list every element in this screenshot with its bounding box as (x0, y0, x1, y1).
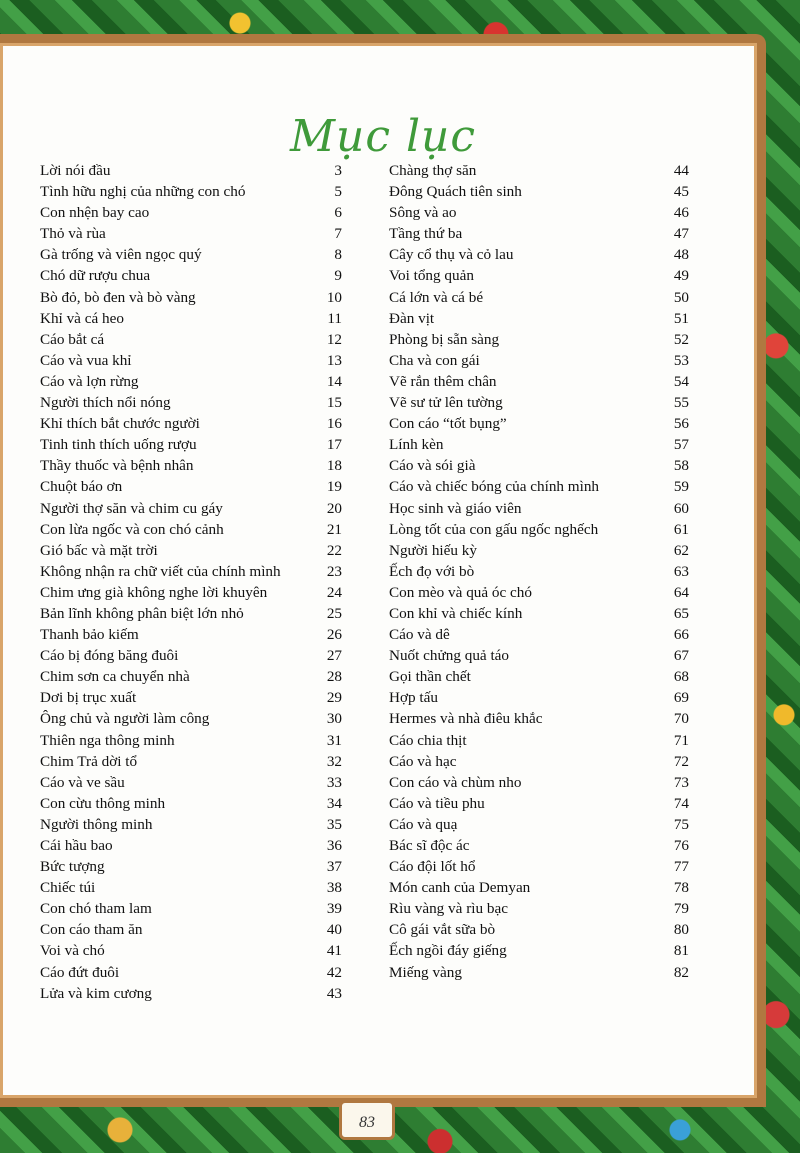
toc-entry (389, 181, 689, 202)
toc-entry-title: Gọi thần chết (389, 668, 471, 686)
toc-entry-title: Lính kèn (389, 436, 444, 454)
toc-entry-title: Cáo và sói già (389, 457, 476, 475)
toc-entry-title: Người hiếu kỳ (389, 541, 477, 559)
toc-entry (389, 160, 689, 181)
toc-entry-page: 19 (326, 478, 342, 496)
toc-entry (40, 434, 342, 455)
toc-entry (40, 772, 342, 793)
toc-entry-page: 63 (673, 562, 689, 580)
toc-entry (40, 962, 342, 983)
toc-entry-title: Bức tượng (40, 858, 105, 876)
toc-entry-page: 25 (326, 604, 342, 622)
toc-entry-page: 3 (334, 162, 342, 179)
toc-entry-title: Chim sơn ca chuyển nhà (40, 668, 190, 686)
toc-entry-title: Con khỉ và chiếc kính (389, 604, 523, 622)
toc-entry-page: 21 (326, 520, 342, 538)
toc-entry-page: 37 (326, 858, 342, 876)
toc-entry (389, 329, 689, 350)
toc-entry-title: Bác sĩ độc ác (389, 837, 470, 854)
toc-entry (40, 582, 342, 603)
toc-entry (40, 835, 342, 856)
toc-entry-page: 18 (326, 457, 342, 475)
toc-entry-page: 47 (673, 225, 689, 243)
toc-entry-title: Đông Quách tiên sinh (389, 183, 522, 201)
toc-entry (40, 940, 342, 961)
toc-entry-page: 10 (326, 288, 342, 306)
toc-entry (389, 793, 689, 814)
toc-entry (389, 856, 689, 877)
toc-entry (389, 561, 689, 582)
toc-entry (40, 244, 342, 265)
toc-entry-title: Con chó tham lam (40, 900, 152, 918)
toc-entry-page: 27 (326, 647, 342, 665)
toc-entry-page: 51 (673, 309, 689, 327)
toc-entry-title: Chó dữ rượu chua (40, 267, 151, 285)
toc-entry-title: Người thích nổi nóng (40, 394, 171, 412)
toc-entry-page: 46 (673, 204, 689, 222)
toc-entry (40, 476, 342, 497)
toc-entry-title: Sông và ao (389, 204, 457, 222)
toc-entry (389, 413, 689, 434)
toc-entry-title: Khỉ thích bắt chước người (40, 415, 200, 433)
toc-entry-page: 69 (673, 689, 689, 707)
toc-entry (389, 687, 689, 708)
toc-entry (389, 624, 689, 645)
toc-entry-page: 59 (673, 478, 689, 496)
toc-entry-title: Tình hữu nghị của những con chó (40, 183, 246, 201)
toc-entry (389, 940, 689, 961)
toc-entry (40, 561, 342, 582)
toc-entry-page: 49 (673, 267, 689, 285)
toc-entry-title: Cáo và chiếc bóng của chính mình (389, 478, 600, 496)
toc-entry-page: 72 (673, 752, 689, 770)
toc-entry (389, 708, 689, 729)
toc-entry-title: Lòng tốt của con gấu ngốc nghếch (389, 520, 599, 538)
toc-entry (40, 160, 342, 181)
toc-entry-title: Lời nói đầu (40, 162, 111, 179)
toc-entry-page: 44 (673, 162, 689, 179)
toc-entry (389, 434, 689, 455)
toc-entry-title: Cáo và lợn rừng (40, 372, 139, 390)
toc-entry-page: 40 (326, 921, 342, 939)
toc-entry-title: Thầy thuốc và bệnh nhân (40, 457, 194, 475)
toc-entry (40, 329, 342, 350)
toc-entry-title: Voi tổng quản (389, 267, 474, 285)
toc-entry (389, 350, 689, 371)
toc-entry-title: Lửa và kim cương (40, 984, 152, 1002)
toc-entry (389, 772, 689, 793)
toc-entry-title: Cái hầu bao (40, 837, 113, 854)
toc-entry-page: 66 (673, 626, 689, 644)
toc-entry-page: 32 (326, 752, 342, 770)
toc-entry-page: 77 (673, 858, 689, 876)
toc-entry-page: 5 (334, 183, 342, 201)
toc-entry (40, 519, 342, 540)
toc-entry (389, 814, 689, 835)
toc-entry-page: 58 (673, 457, 689, 475)
toc-entry-title: Chim Trả dời tổ (40, 752, 138, 770)
toc-entry (40, 603, 342, 624)
toc-entry-page: 39 (326, 900, 342, 918)
toc-entry (40, 455, 342, 476)
toc-entry (389, 287, 689, 308)
toc-entry (389, 582, 689, 603)
toc-entry-title: Dơi bị trục xuất (40, 689, 137, 707)
toc-entry-title: Cáo và hạc (389, 752, 457, 770)
toc-entry-title: Miếng vàng (389, 963, 462, 981)
toc-entry-title: Cáo đứt đuôi (40, 963, 120, 981)
toc-entry (389, 919, 689, 940)
toc-entry (389, 476, 689, 497)
toc-entry (40, 856, 342, 877)
toc-entry (40, 751, 342, 772)
toc-entry (389, 392, 689, 413)
toc-entry (40, 223, 342, 244)
toc-entry-page: 31 (326, 731, 342, 749)
toc-entry (40, 919, 342, 940)
toc-entry (40, 265, 342, 286)
toc-entry-title: Con cáo tham ăn (40, 921, 143, 939)
toc-entry-page: 74 (673, 794, 689, 812)
page-title: Mục lục (289, 111, 477, 162)
toc-entry-page: 14 (326, 372, 342, 390)
toc-entry (389, 455, 689, 476)
toc-entry (40, 708, 342, 729)
toc-entry-title: Cá lớn và cá bé (389, 288, 484, 306)
toc-entry-title: Gió bấc và mặt trời (40, 541, 158, 559)
toc-entry-title: Phòng bị sẵn sàng (389, 330, 500, 348)
toc-entry-title: Con lừa ngốc và con chó cảnh (40, 520, 224, 538)
toc-entry-title: Món canh của Demyan (389, 879, 531, 897)
toc-entry-title: Chim ưng già không nghe lời khuyên (40, 583, 268, 601)
toc-entry-page: 26 (326, 626, 342, 644)
toc-entry-page: 22 (326, 541, 342, 559)
toc-entry-page: 24 (326, 583, 342, 601)
toc-entry-title: Ếch đọ với bò (389, 562, 475, 580)
toc-entry-page: 13 (326, 351, 342, 369)
toc-entry-page: 8 (334, 246, 342, 264)
toc-entry-title: Cáo và dê (389, 626, 450, 644)
toc-entry (389, 835, 689, 856)
toc-entry-page: 41 (326, 942, 342, 960)
toc-entry-title: Người thợ săn và chim cu gáy (40, 499, 223, 517)
toc-entry-title: Người thông minh (40, 815, 153, 833)
toc-entry-page: 75 (673, 815, 689, 833)
toc-entry (389, 730, 689, 751)
toc-entry-page: 65 (673, 604, 689, 622)
toc-entry-page: 62 (673, 541, 689, 559)
toc-entry-title: Thiên nga thông minh (40, 731, 175, 749)
toc-entry-page: 53 (673, 351, 689, 369)
toc-entry (389, 371, 689, 392)
toc-entry-page: 45 (673, 183, 689, 201)
toc-entry-title: Vẽ rắn thêm chân (389, 372, 497, 390)
toc-entry-page: 68 (673, 668, 689, 686)
toc-entry-title: Chàng thợ săn (389, 162, 477, 179)
toc-entry-page: 17 (326, 436, 342, 454)
toc-entry-title: Thanh bảo kiếm (40, 626, 139, 644)
toc-entry (40, 687, 342, 708)
toc-entry-page: 54 (673, 372, 689, 390)
toc-entry-page: 82 (673, 963, 689, 981)
toc-entry-page: 70 (673, 710, 689, 728)
toc-entry-title: Cha và con gái (389, 351, 480, 369)
toc-entry-page: 38 (326, 879, 342, 897)
toc-entry (40, 730, 342, 751)
toc-entry-page: 15 (326, 394, 342, 412)
toc-entry-title: Cô gái vắt sữa bò (389, 921, 496, 939)
toc-entry (40, 814, 342, 835)
toc-entry-page: 43 (326, 984, 342, 1002)
toc-entry (40, 413, 342, 434)
toc-entry-title: Rìu vàng và rìu bạc (389, 900, 508, 918)
toc-entry-title: Cáo và quạ (389, 815, 458, 833)
toc-entry-page: 35 (326, 815, 342, 833)
toc-entry (40, 392, 342, 413)
toc-entry-page: 48 (673, 246, 689, 264)
toc-entry (40, 645, 342, 666)
toc-entry-title: Bò đỏ, bò đen và bò vàng (40, 288, 196, 306)
toc-entry (40, 308, 342, 329)
toc-entry-page: 73 (673, 773, 689, 791)
toc-entry (40, 898, 342, 919)
toc-entry-title: Con nhện bay cao (40, 204, 150, 222)
toc-entry (389, 666, 689, 687)
toc-entry (389, 244, 689, 265)
toc-entry-page: 57 (673, 436, 689, 454)
toc-entry (389, 498, 689, 519)
toc-entry-title: Cáo và ve sầu (40, 773, 125, 791)
toc-entry (389, 540, 689, 561)
toc-entry (40, 287, 342, 308)
toc-entry-page: 29 (326, 689, 342, 707)
toc-entry-title: Ếch ngồi đáy giếng (389, 942, 507, 960)
toc-entry-title: Vẽ sư tử lên tường (389, 394, 503, 412)
toc-entry-page: 36 (326, 837, 342, 854)
toc-entry (40, 350, 342, 371)
toc-entry (40, 371, 342, 392)
page-number: 83 (339, 1100, 395, 1140)
toc-entry-page: 16 (326, 415, 342, 433)
toc-entry-title: Học sinh và giáo viên (389, 499, 522, 517)
toc-entry (40, 624, 342, 645)
toc-entry-page: 61 (673, 520, 689, 538)
toc-entry-page: 20 (326, 499, 342, 517)
toc-entry-title: Voi và chó (40, 942, 105, 960)
toc-entry-page: 30 (326, 710, 342, 728)
toc-entry-title: Cáo và vua khỉ (40, 351, 132, 369)
toc-entry-title: Thỏ và rùa (40, 225, 106, 243)
toc-entry-page: 33 (326, 773, 342, 791)
toc-entry-page: 34 (326, 794, 342, 812)
toc-entry-page: 64 (673, 583, 689, 601)
toc-entry (40, 666, 342, 687)
toc-entry-page: 42 (326, 963, 342, 981)
toc-entry-title: Gà trống và viên ngọc quý (40, 246, 202, 264)
toc-entry-page: 71 (673, 731, 689, 749)
toc-entry (40, 877, 342, 898)
toc-entry-page: 80 (673, 921, 689, 939)
toc-entry-page: 7 (334, 225, 342, 243)
toc-entry-page: 52 (673, 330, 689, 348)
toc-entry (389, 962, 689, 983)
toc-entry-title: Con cáo và chùm nho (389, 773, 522, 791)
toc-entry-title: Chuột báo ơn (40, 478, 123, 496)
toc-entry-title: Cáo và tiều phu (389, 794, 485, 812)
toc-entry-page: 55 (673, 394, 689, 412)
toc-entry-title: Ông chủ và người làm công (40, 710, 210, 728)
toc-entry (389, 645, 689, 666)
toc-entry-title: Đàn vịt (389, 309, 435, 327)
toc-entry-title: Không nhận ra chữ viết của chính mình (40, 562, 281, 580)
toc-entry-title: Cáo bị đóng băng đuôi (40, 647, 179, 665)
toc-entry (40, 540, 342, 561)
toc-entry-title: Hermes và nhà điêu khắc (389, 710, 543, 728)
toc-entry-page: 28 (326, 668, 342, 686)
toc-entry-title: Tầng thứ ba (389, 225, 463, 243)
toc-entry-page: 50 (673, 288, 689, 306)
toc-entry (40, 498, 342, 519)
toc-entry-page: 6 (334, 204, 342, 222)
toc-entry-title: Con mèo và quả óc chó (389, 583, 532, 601)
toc-entry-title: Bản lĩnh không phân biệt lớn nhỏ (40, 604, 244, 622)
toc-entry-title: Chiếc túi (40, 879, 96, 897)
toc-right-column (389, 160, 689, 983)
toc-entry (40, 202, 342, 223)
toc-entry-page: 56 (673, 415, 689, 433)
toc-entry-page: 23 (326, 562, 342, 580)
toc-entry-page: 11 (327, 309, 342, 327)
toc-entry-title: Tinh tinh thích uống rượu (40, 436, 197, 454)
toc-entry (389, 308, 689, 329)
toc-entry (389, 877, 689, 898)
toc-entry-page: 12 (326, 330, 342, 348)
toc-entry-title: Cáo chia thịt (389, 731, 467, 749)
toc-entry-page: 78 (673, 879, 689, 897)
toc-entry-title: Con cừu thông minh (40, 794, 166, 812)
toc-entry (389, 202, 689, 223)
toc-entry-page: 81 (673, 942, 689, 960)
toc-entry (389, 519, 689, 540)
toc-entry (389, 751, 689, 772)
toc-entry (40, 983, 342, 1004)
toc-entry-page: 9 (334, 267, 342, 285)
toc-entry (40, 181, 342, 202)
toc-entry (389, 603, 689, 624)
toc-entry-page: 76 (673, 837, 689, 854)
toc-entry (40, 793, 342, 814)
toc-entry-title: Con cáo “tốt bụng” (389, 415, 507, 433)
toc-entry (389, 223, 689, 244)
toc-entry-title: Nuốt chửng quả táo (389, 647, 510, 665)
toc-entry-title: Cây cổ thụ và cỏ lau (389, 246, 514, 264)
toc-entry-page: 60 (673, 499, 689, 517)
toc-entry-title: Cáo đội lốt hổ (389, 858, 476, 876)
toc-entry-title: Khỉ và cá heo (40, 309, 124, 327)
toc-entry-title: Hợp tấu (389, 689, 438, 707)
toc-entry-page: 67 (673, 647, 689, 665)
toc-left-column (40, 160, 342, 1004)
toc-entry-page: 79 (673, 900, 689, 918)
toc-entry-title: Cáo bắt cá (40, 330, 105, 348)
toc-entry (389, 265, 689, 286)
toc-entry (389, 898, 689, 919)
